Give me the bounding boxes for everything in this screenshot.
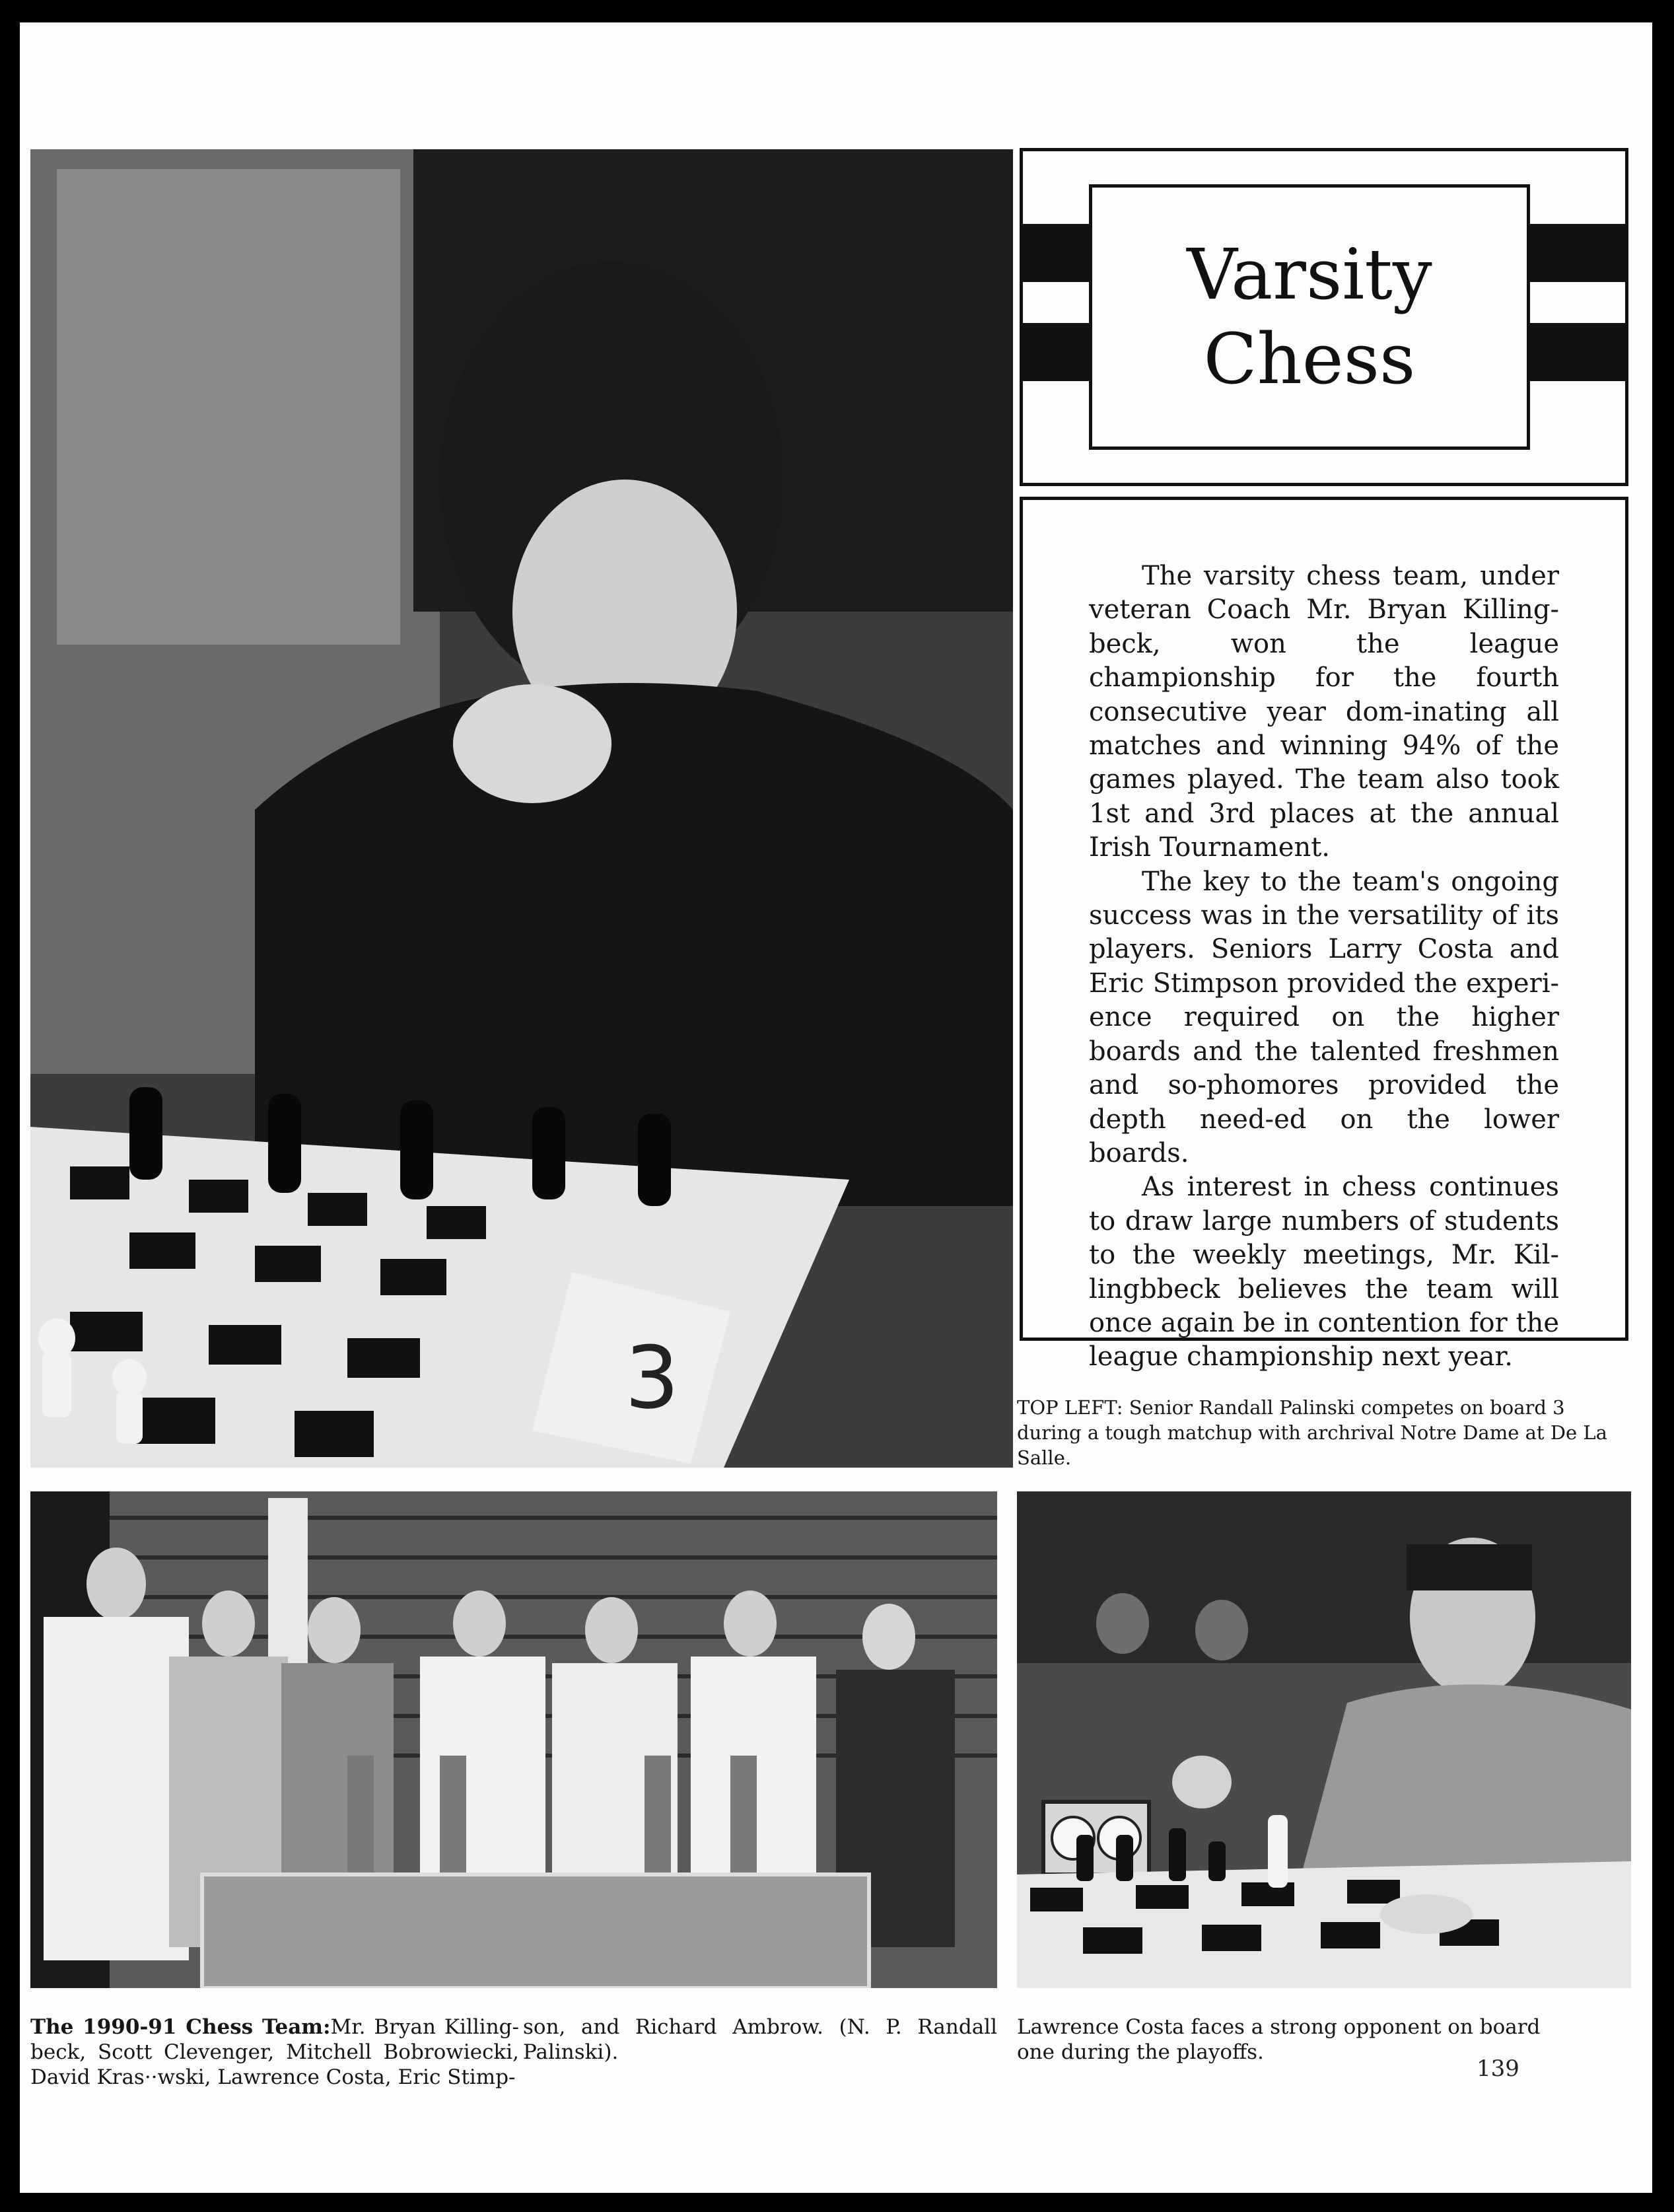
photo-lawrence-costa-playoffs <box>1017 1491 1631 1988</box>
page-number: 139 <box>1477 2055 1519 2082</box>
article-paragraph: The varsity chess team, under veteran Coach Mr. Bryan Killing-beck, won the league championship for the fourth consecutive year dom-inating all matches and winning 94% of the games played. The team also took 1st and 3rd places at the annual Irish Tournament. <box>1089 561 1559 863</box>
caption-team-heading: The 1990-91 Chess Team: <box>30 2015 331 2039</box>
title-box <box>1020 148 1628 486</box>
caption-chess-team-col-2: son, and Richard Ambrow. (N. P. Randall Palinski). <box>523 2015 997 2064</box>
caption-top-left: TOP LEFT: Senior Randall Palinski competes on board 3 during a tough matchup with archrival Notre Dame at De La Salle. <box>1017 1396 1607 1469</box>
article-paragraph: As interest in chess continues to draw large numbers of students to the weekly meetings, Mr. Kil-lingbbeck believes the team will once again be in contention for the league championship next year. <box>1089 1172 1559 1373</box>
title-line-2: Chess <box>1203 318 1416 400</box>
article-body-box <box>1020 497 1628 1373</box>
title-line-1: Varsity <box>1187 234 1432 315</box>
photo-chess-team <box>30 1491 997 1988</box>
board-number-card: 3 <box>625 1328 680 1428</box>
photo-chess-player-board-3 <box>30 149 1013 1468</box>
caption-team-names: Mr. Bryan Killing-beck, Scott Clevenger, Mitchell Bobrowiecki, David Kras··wski, Lawrence Costa, Eric Stimp- <box>30 2015 519 2089</box>
title-panel <box>1089 184 1530 450</box>
caption-chess-team-col-1 <box>30 2015 519 2090</box>
caption-bottom-right: Lawrence Costa faces a strong opponent on board one during the playoffs. <box>1017 2015 1541 2064</box>
yearbook-page <box>20 22 1652 2193</box>
article-paragraph: The key to the team's ongoing success was in the versatility of its players. Seniors Larry Costa and Eric Stimpson provided the experi-ence required on the higher boards and the talented freshmen and so-phomores provided the depth need-ed on the lower boards. <box>1089 866 1559 1168</box>
